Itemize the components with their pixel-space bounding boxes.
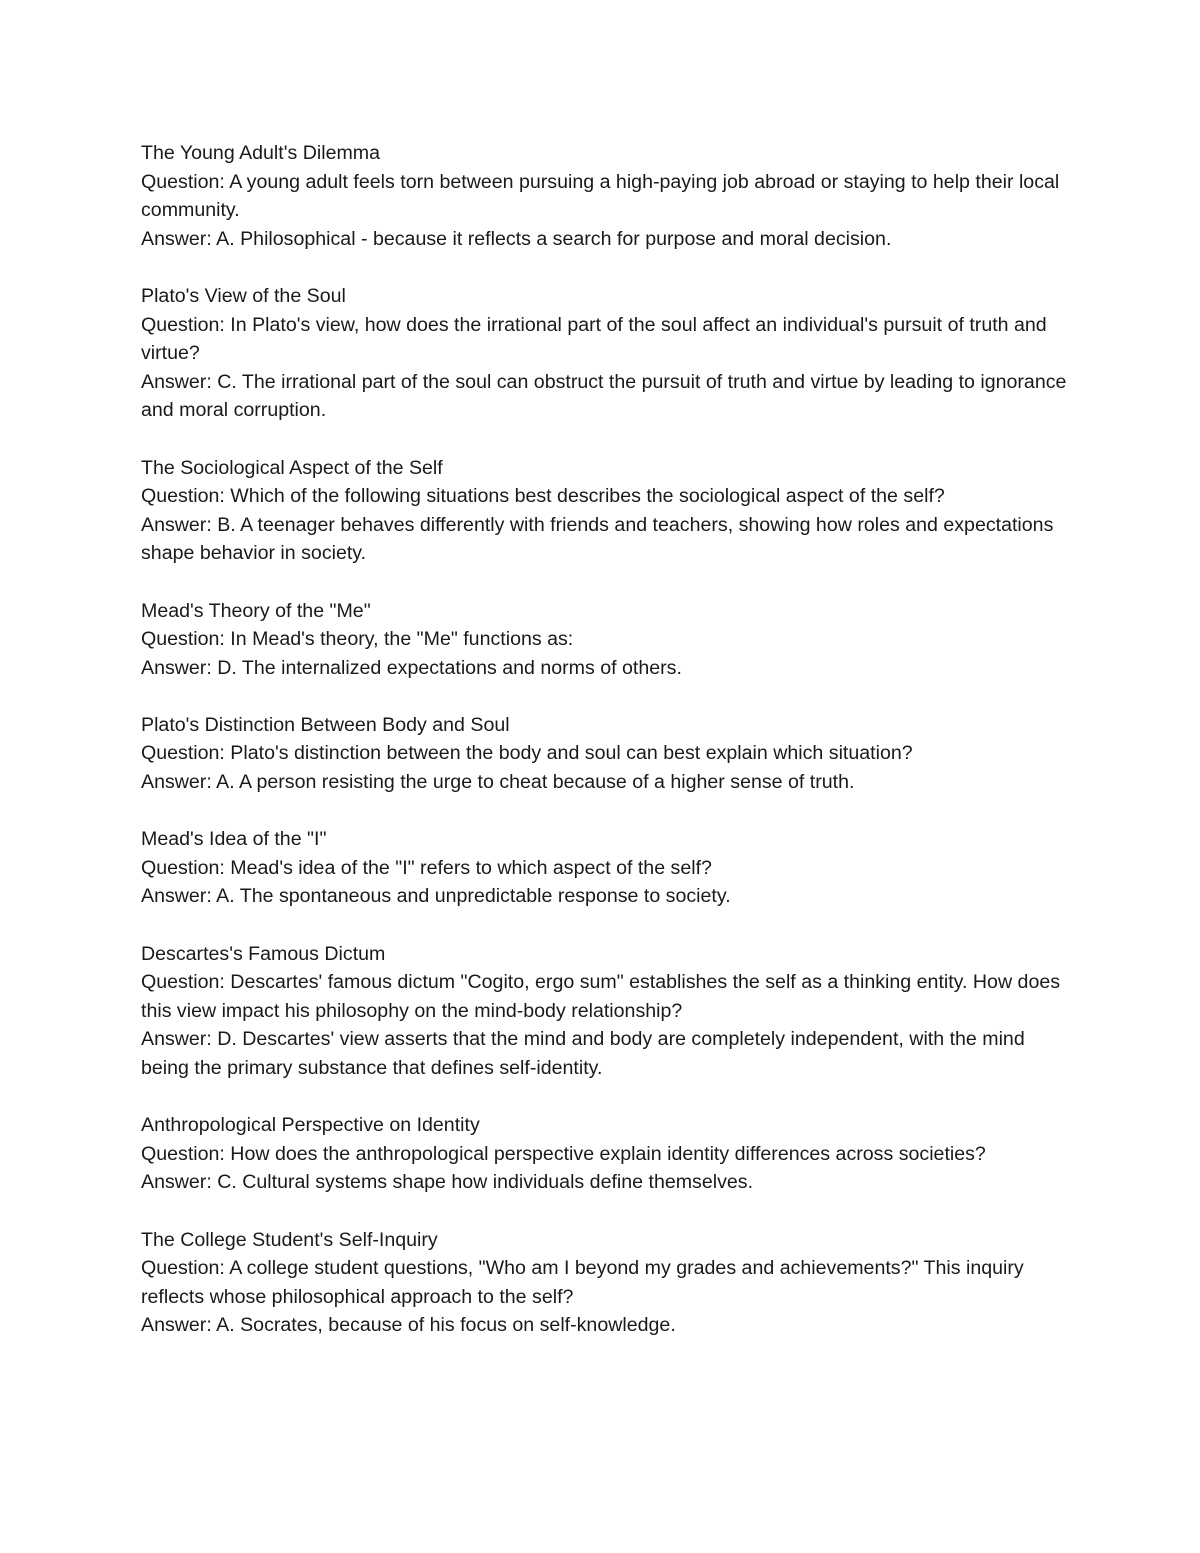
qa-title: The Young Adult's Dilemma	[141, 142, 381, 164]
qa-answer: Answer: D. Descartes' view asserts that the mind and body are completely independent, with the mind being the primary substance that defines self-identity.	[141, 1028, 1025, 1079]
qa-item	[141, 711, 1071, 797]
qa-question: Question: Mead's idea of the "I" refers to which aspect of the self?	[141, 856, 712, 879]
qa-answer: Answer: C. The irrational part of the soul can obstruct the pursuit of truth and virtue by leading to ignorance and moral corruption.	[141, 370, 1067, 422]
qa-question: Question: How does the anthropological perspective explain identity differences across societies?	[141, 1142, 986, 1165]
qa-item	[141, 1111, 1071, 1197]
qa-item	[141, 597, 1071, 683]
qa-answer: Answer: A. Philosophical - because it reflects a search for purpose and moral decision.	[141, 227, 892, 250]
document-body	[141, 139, 1071, 1369]
qa-title: Descartes's Famous Dictum	[141, 942, 386, 965]
qa-title: Mead's Idea of the "I"	[141, 828, 327, 851]
qa-title: The Sociological Aspect of the Self	[141, 456, 443, 479]
qa-answer: Answer: D. The internalized expectations and norms of others.	[141, 656, 682, 679]
qa-question: Question: Descartes' famous dictum "Cogito, ergo sum" establishes the self as a thinking entity. How does this view impact his philosophy on the mind-body relationship?	[141, 971, 1061, 1022]
qa-question: Question: Plato's distinction between the body and soul can best explain which situation?	[141, 742, 913, 765]
qa-item	[141, 1226, 1071, 1340]
qa-question: Question: A college student questions, "Who am I beyond my grades and achievements?" This inquiry reflects whose philosophical approach to the self?	[141, 1257, 1024, 1308]
qa-answer: Answer: C. Cultural systems shape how individuals define themselves.	[141, 1171, 754, 1194]
qa-question: Question: In Plato's view, how does the irrational part of the soul affect an individual's pursuit of truth and virtue?	[141, 313, 1047, 365]
qa-question: Question: Which of the following situations best describes the sociological aspect of the self?	[141, 485, 945, 508]
qa-item	[141, 139, 1071, 253]
qa-question: Question: A young adult feels torn between pursuing a high-paying job abroad or staying to help their local community.	[141, 170, 1060, 222]
qa-item	[141, 940, 1071, 1083]
qa-item	[141, 454, 1071, 568]
qa-item	[141, 282, 1071, 425]
qa-answer: Answer: A. Socrates, because of his focus on self-knowledge.	[141, 1314, 676, 1337]
qa-answer: Answer: A. A person resisting the urge to cheat because of a higher sense of truth.	[141, 771, 855, 794]
qa-title: Plato's View of the Soul	[141, 284, 346, 307]
qa-title: Plato's Distinction Between Body and Soul	[141, 713, 510, 736]
qa-answer: Answer: B. A teenager behaves differently with friends and teachers, showing how roles and expectations shape behavior in society.	[141, 513, 1054, 565]
qa-item	[141, 825, 1071, 911]
qa-title: Anthropological Perspective on Identity	[141, 1114, 480, 1137]
qa-title: Mead's Theory of the "Me"	[141, 599, 371, 622]
qa-question: Question: In Mead's theory, the "Me" functions as:	[141, 628, 574, 651]
qa-title: The College Student's Self-Inquiry	[141, 1228, 438, 1251]
qa-answer: Answer: A. The spontaneous and unpredictable response to society.	[141, 885, 731, 908]
